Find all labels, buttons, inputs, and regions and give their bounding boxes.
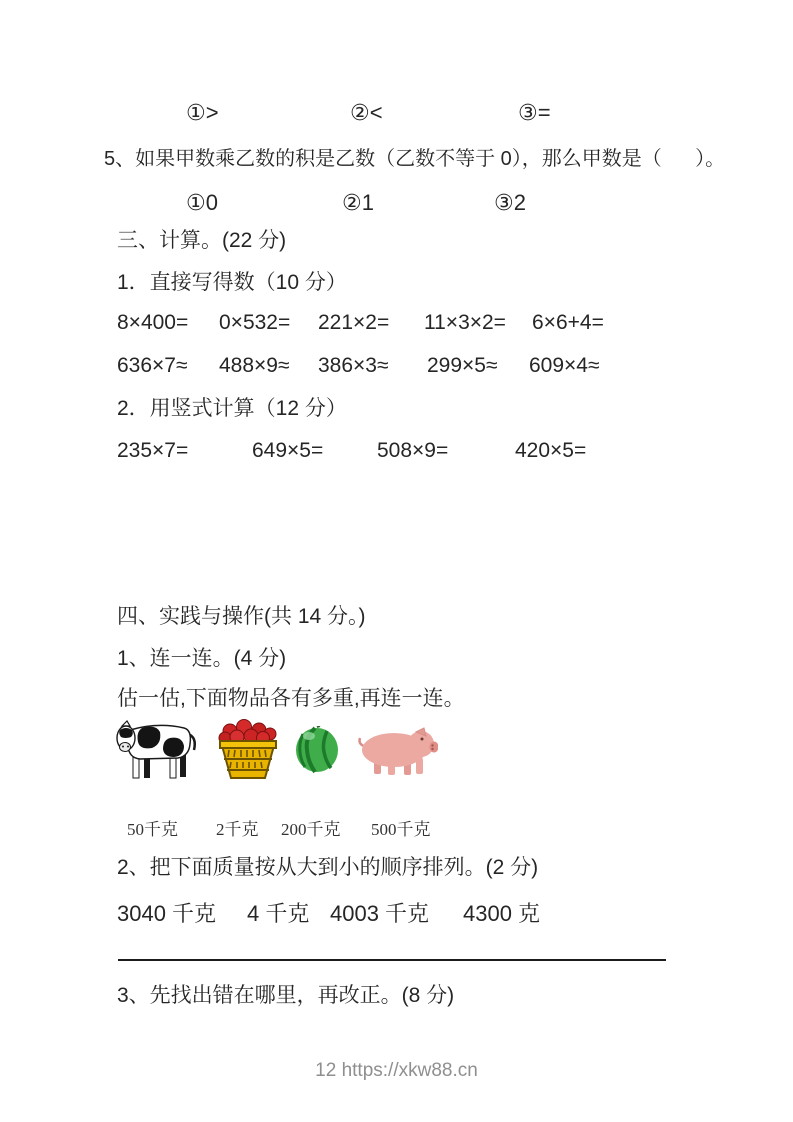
calc-item: 420×5= <box>515 439 587 462</box>
section-divider <box>118 959 666 961</box>
section4-q1-instruction: 估一估,下面物品各有多重,再连一连。 <box>117 687 465 710</box>
section3-title: 三、计算。(22 分) <box>117 229 287 252</box>
calc-item: 488×9≈ <box>219 354 290 377</box>
q5-option-2: ②1 <box>342 190 374 215</box>
weight-label: 500千克 <box>371 820 431 839</box>
calc-item: 0×532= <box>219 311 291 334</box>
calc-item: 235×7= <box>117 439 189 462</box>
cow-image <box>112 716 202 791</box>
section3-sub1-title: 1．直接写得数（10 分） <box>117 271 347 294</box>
section4-q3-title: 3、先找出错在哪里，再改正。(8 分) <box>117 984 455 1007</box>
q4-option-1: ①> <box>186 100 219 125</box>
section4-q2-title: 2、把下面质量按从大到小的顺序排列。(2 分) <box>117 856 539 879</box>
q5-option-1: ①0 <box>186 190 218 215</box>
calc-item: 11×3×2= <box>424 311 506 334</box>
weight-label: 50千克 <box>127 820 178 839</box>
calc-item: 508×9= <box>377 439 449 462</box>
watermelon-image <box>295 726 339 779</box>
section3-sub2-title: 2．用竖式计算（12 分） <box>117 397 347 420</box>
pig-image <box>358 726 438 783</box>
mass-value: 4300 克 <box>463 901 541 926</box>
calc-item: 8×400= <box>117 311 189 334</box>
calc-item: 386×3≈ <box>318 354 389 377</box>
page-footer: 12 https://xkw88.cn <box>315 1060 478 1081</box>
calc-item: 6×6+4= <box>532 311 604 334</box>
weight-label: 200千克 <box>281 820 341 839</box>
section4-q1-title: 1、连一连。(4 分) <box>117 647 287 670</box>
weight-label: 2千克 <box>216 820 259 839</box>
q5-option-3: ③2 <box>494 190 526 215</box>
calc-item: 609×4≈ <box>529 354 600 377</box>
calc-item: 299×5≈ <box>427 354 498 377</box>
q4-option-2: ②< <box>350 100 383 125</box>
mass-value: 4 千克 <box>247 901 310 926</box>
q5-text: 5、如果甲数乘乙数的积是乙数（乙数不等于 0），那么甲数是（ ）。 <box>104 148 726 170</box>
calc-item: 636×7≈ <box>117 354 188 377</box>
apple-basket-image <box>217 718 279 787</box>
mass-value: 3040 千克 <box>117 901 217 926</box>
calc-item: 221×2= <box>318 311 390 334</box>
q4-option-3: ③= <box>518 100 551 125</box>
section4-title: 四、实践与操作(共 14 分。) <box>117 605 366 628</box>
calc-item: 649×5= <box>252 439 324 462</box>
mass-value: 4003 千克 <box>330 901 430 926</box>
